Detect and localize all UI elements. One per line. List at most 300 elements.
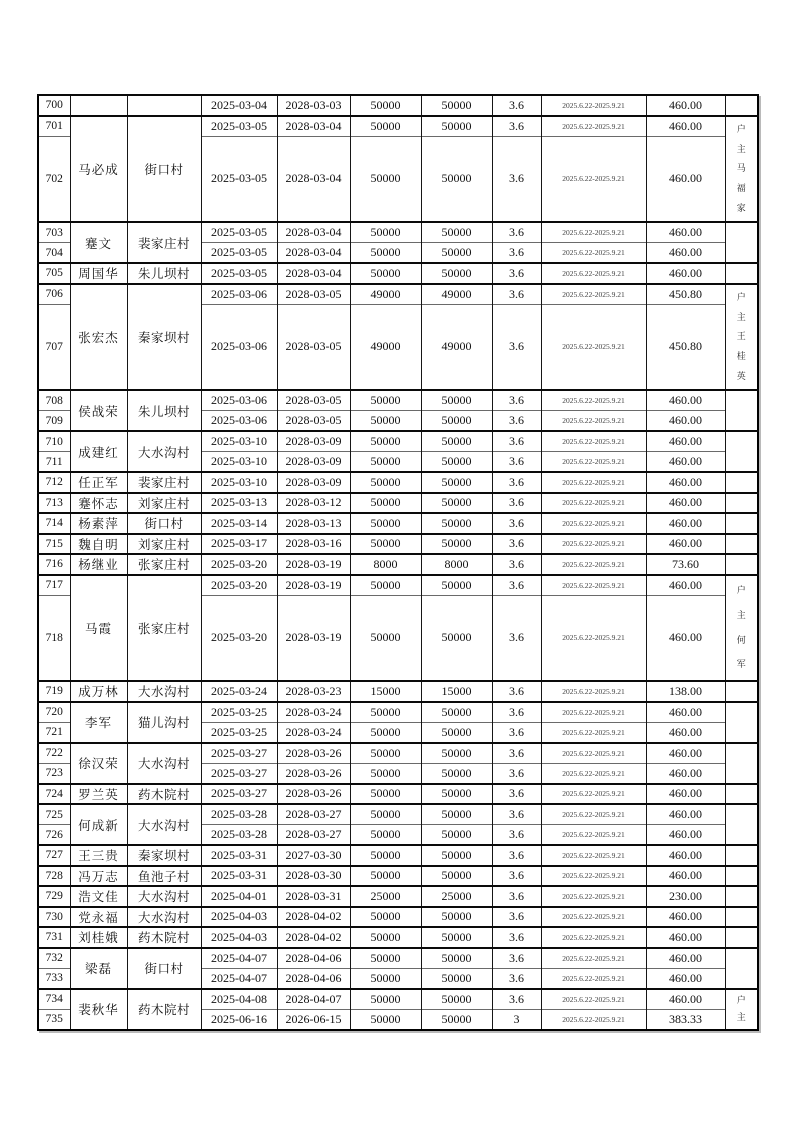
note-stack [726,993,758,1026]
interest-amount-cell: 460.00 [646,222,725,243]
end-date-cell: 2028-03-04 [277,263,350,284]
household-note-cell [725,95,758,116]
interest-period-cell: 2025.6.22-2025.9.21 [541,866,646,887]
table-row [38,513,758,534]
household-note-cell [725,493,758,514]
borrower-name-cell: 周国华 [70,263,127,284]
loan-amount-cell: 50000 [350,95,421,116]
note-stack [726,788,758,801]
interest-amount-cell: 460.00 [646,116,725,137]
start-date-cell: 2025-03-31 [201,845,277,866]
start-date-cell: 2025-03-05 [201,263,277,284]
note-char: 户 [736,995,746,1006]
principal-amount-cell: 50000 [421,866,492,887]
interest-amount-cell: 460.00 [646,534,725,555]
village-cell: 药木院村 [127,784,201,805]
row-number-cell: 708 [38,390,70,411]
loan-amount-cell: 50000 [350,1009,421,1030]
interest-amount-cell: 460.00 [646,575,725,596]
note-stack [726,579,758,678]
interest-rate-cell: 3.6 [492,702,541,723]
interest-period-cell: 2025.6.22-2025.9.21 [541,304,646,390]
interest-amount-cell: 230.00 [646,886,725,907]
borrower-name-cell: 马必成 [70,116,127,223]
village-cell: 大水沟村 [127,886,201,907]
household-note-cell [725,743,758,784]
interest-rate-cell: 3.6 [492,472,541,493]
end-date-cell: 2028-03-27 [277,804,350,825]
household-note-cell [725,948,758,989]
interest-amount-cell: 383.33 [646,1009,725,1030]
interest-amount-cell: 460.00 [646,452,725,473]
interest-amount-cell: 460.00 [646,866,725,887]
household-note-cell [725,534,758,555]
household-note-cell [725,702,758,743]
note-stack [726,931,758,944]
interest-period-cell: 2025.6.22-2025.9.21 [541,804,646,825]
row-number-cell: 709 [38,411,70,432]
interest-period-cell: 2025.6.22-2025.9.21 [541,390,646,411]
start-date-cell: 2025-03-06 [201,411,277,432]
principal-amount-cell: 50000 [421,263,492,284]
household-note-cell [725,513,758,534]
note-char: 户 [736,585,746,596]
start-date-cell: 2025-03-24 [201,681,277,702]
interest-period-cell: 2025.6.22-2025.9.21 [541,472,646,493]
interest-period-cell: 2025.6.22-2025.9.21 [541,825,646,846]
interest-period-cell: 2025.6.22-2025.9.21 [541,845,646,866]
interest-amount-cell: 460.00 [646,927,725,948]
interest-amount-cell: 460.00 [646,702,725,723]
interest-rate-cell: 3.6 [492,968,541,989]
interest-amount-cell: 460.00 [646,390,725,411]
household-note-cell [725,554,758,575]
interest-rate-cell: 3.6 [492,804,541,825]
table-row [38,554,758,575]
table-row [38,284,758,305]
borrower-name-cell: 冯万志 [70,866,127,887]
end-date-cell: 2028-03-19 [277,595,350,681]
row-number-cell: 719 [38,681,70,702]
borrower-name-cell: 魏自明 [70,534,127,555]
interest-rate-cell: 3.6 [492,284,541,305]
village-cell: 秦家坝村 [127,284,201,391]
interest-amount-cell: 460.00 [646,804,725,825]
end-date-cell: 2028-03-16 [277,534,350,555]
row-number-cell: 723 [38,763,70,784]
principal-amount-cell: 25000 [421,886,492,907]
end-date-cell: 2028-03-09 [277,452,350,473]
start-date-cell: 2025-03-05 [201,116,277,137]
note-stack [726,808,758,841]
interest-amount-cell: 460.00 [646,595,725,681]
interest-period-cell: 2025.6.22-2025.9.21 [541,886,646,907]
borrower-name-cell: 梁磊 [70,948,127,989]
end-date-cell: 2028-03-04 [277,116,350,137]
loan-amount-cell: 49000 [350,304,421,390]
row-number-cell: 707 [38,304,70,390]
interest-period-cell: 2025.6.22-2025.9.21 [541,95,646,116]
village-cell: 张家庄村 [127,554,201,575]
note-char: 军 [736,659,746,670]
loan-amount-cell: 50000 [350,534,421,555]
note-stack [726,558,758,571]
table-row [38,222,758,243]
household-note-cell [725,284,758,391]
interest-amount-cell: 460.00 [646,989,725,1010]
table-row [38,493,758,514]
interest-rate-cell: 3.6 [492,452,541,473]
table-row [38,886,758,907]
household-note-cell [725,845,758,866]
row-number-cell: 733 [38,968,70,989]
household-note-cell [725,784,758,805]
note-char: 家 [736,202,746,213]
interest-rate-cell: 3.6 [492,304,541,390]
interest-rate-cell: 3.6 [492,263,541,284]
interest-amount-cell: 460.00 [646,243,725,264]
interest-rate-cell: 3.6 [492,431,541,452]
village-cell: 朱儿坝村 [127,263,201,284]
interest-period-cell: 2025.6.22-2025.9.21 [541,116,646,137]
village-cell: 张家庄村 [127,575,201,682]
row-number-cell: 722 [38,743,70,764]
start-date-cell: 2025-03-06 [201,304,277,390]
village-cell: 裴家庄村 [127,472,201,493]
row-number-cell: 703 [38,222,70,243]
row-number-cell: 728 [38,866,70,887]
interest-period-cell: 2025.6.22-2025.9.21 [541,513,646,534]
borrower-name-cell: 蹇怀志 [70,493,127,514]
interest-period-cell: 2025.6.22-2025.9.21 [541,452,646,473]
principal-amount-cell: 50000 [421,222,492,243]
note-char: 马 [736,163,746,174]
loan-amount-cell: 50000 [350,452,421,473]
interest-rate-cell: 3.6 [492,411,541,432]
principal-amount-cell: 50000 [421,845,492,866]
interest-amount-cell: 138.00 [646,681,725,702]
table-row [38,804,758,825]
household-note-cell [725,866,758,887]
start-date-cell: 2025-04-01 [201,886,277,907]
household-note-cell [725,681,758,702]
end-date-cell: 2028-03-26 [277,784,350,805]
end-date-cell: 2028-03-19 [277,554,350,575]
village-cell: 鱼池子村 [127,866,201,887]
table-row [38,116,758,137]
village-cell: 街口村 [127,116,201,223]
table-row [38,866,758,887]
loan-amount-cell: 50000 [350,722,421,743]
principal-amount-cell: 15000 [421,681,492,702]
interest-amount-cell: 460.00 [646,968,725,989]
end-date-cell: 2028-03-24 [277,702,350,723]
row-number-cell: 710 [38,431,70,452]
note-stack [726,267,758,280]
interest-period-cell: 2025.6.22-2025.9.21 [541,722,646,743]
loan-amount-cell: 50000 [350,989,421,1010]
start-date-cell: 2025-06-16 [201,1009,277,1030]
interest-amount-cell: 460.00 [646,784,725,805]
borrower-name-cell: 蹇文 [70,222,127,263]
borrower-name-cell: 侯战荣 [70,390,127,431]
village-cell: 大水沟村 [127,907,201,928]
table-row [38,263,758,284]
village-cell: 秦家坝村 [127,845,201,866]
interest-period-cell: 2025.6.22-2025.9.21 [541,411,646,432]
interest-period-cell: 2025.6.22-2025.9.21 [541,222,646,243]
interest-period-cell: 2025.6.22-2025.9.21 [541,681,646,702]
row-number-cell: 702 [38,136,70,222]
household-note-cell [725,804,758,845]
end-date-cell: 2028-03-24 [277,722,350,743]
start-date-cell: 2025-03-05 [201,243,277,264]
borrower-name-cell: 刘桂娥 [70,927,127,948]
end-date-cell: 2028-03-27 [277,825,350,846]
end-date-cell: 2028-04-06 [277,948,350,969]
loan-amount-cell: 8000 [350,554,421,575]
principal-amount-cell: 50000 [421,989,492,1010]
end-date-cell: 2028-04-07 [277,989,350,1010]
note-stack [726,685,758,698]
note-char: 王 [736,331,746,342]
start-date-cell: 2025-03-27 [201,743,277,764]
borrower-name-cell: 浩文佳 [70,886,127,907]
interest-period-cell: 2025.6.22-2025.9.21 [541,595,646,681]
note-char: 户 [736,123,746,134]
principal-amount-cell: 50000 [421,472,492,493]
borrower-name-cell: 李军 [70,702,127,743]
loan-amount-cell: 50000 [350,243,421,264]
row-number-cell: 732 [38,948,70,969]
interest-rate-cell: 3.6 [492,534,541,555]
start-date-cell: 2025-03-20 [201,554,277,575]
household-note-cell [725,390,758,431]
end-date-cell: 2028-03-30 [277,866,350,887]
row-number-cell: 715 [38,534,70,555]
interest-rate-cell: 3.6 [492,95,541,116]
start-date-cell: 2025-03-28 [201,825,277,846]
row-number-cell: 700 [38,95,70,116]
interest-amount-cell: 450.80 [646,284,725,305]
principal-amount-cell: 50000 [421,784,492,805]
village-cell [127,95,201,116]
interest-period-cell: 2025.6.22-2025.9.21 [541,284,646,305]
interest-amount-cell: 460.00 [646,431,725,452]
interest-period-cell: 2025.6.22-2025.9.21 [541,784,646,805]
loan-amount-cell: 50000 [350,411,421,432]
borrower-name-cell: 徐汉荣 [70,743,127,784]
start-date-cell: 2025-03-06 [201,390,277,411]
row-number-cell: 724 [38,784,70,805]
loan-amount-cell: 50000 [350,116,421,137]
table-row [38,784,758,805]
end-date-cell: 2028-03-04 [277,136,350,222]
household-note-cell [725,927,758,948]
village-cell: 朱儿坝村 [127,390,201,431]
start-date-cell: 2025-03-04 [201,95,277,116]
table-row [38,743,758,764]
interest-rate-cell: 3.6 [492,513,541,534]
row-number-cell: 701 [38,116,70,137]
row-number-cell: 711 [38,452,70,473]
loan-amount-cell: 50000 [350,845,421,866]
note-stack [726,476,758,489]
loan-amount-cell: 50000 [350,513,421,534]
principal-amount-cell: 50000 [421,1009,492,1030]
row-number-cell: 726 [38,825,70,846]
note-char: 主 [736,1011,746,1022]
principal-amount-cell: 50000 [421,968,492,989]
interest-amount-cell: 460.00 [646,948,725,969]
note-char: 户 [736,291,746,302]
loan-amount-cell: 15000 [350,681,421,702]
start-date-cell: 2025-03-31 [201,866,277,887]
village-cell: 大水沟村 [127,743,201,784]
table-row [38,681,758,702]
row-number-cell: 706 [38,284,70,305]
row-number-cell: 712 [38,472,70,493]
interest-amount-cell: 73.60 [646,554,725,575]
note-char: 桂 [736,350,746,361]
interest-period-cell: 2025.6.22-2025.9.21 [541,534,646,555]
start-date-cell: 2025-04-07 [201,948,277,969]
end-date-cell: 2028-04-02 [277,927,350,948]
end-date-cell: 2028-03-26 [277,763,350,784]
interest-amount-cell: 460.00 [646,845,725,866]
start-date-cell: 2025-03-14 [201,513,277,534]
interest-rate-cell: 3.6 [492,136,541,222]
borrower-name-cell: 罗兰英 [70,784,127,805]
note-char: 主 [736,609,746,620]
principal-amount-cell: 50000 [421,702,492,723]
interest-rate-cell: 3.6 [492,575,541,596]
interest-amount-cell: 460.00 [646,411,725,432]
interest-period-cell: 2025.6.22-2025.9.21 [541,702,646,723]
start-date-cell: 2025-03-13 [201,493,277,514]
interest-rate-cell: 3.6 [492,927,541,948]
borrower-name-cell: 党永福 [70,907,127,928]
loan-amount-cell: 50000 [350,136,421,222]
start-date-cell: 2025-04-03 [201,907,277,928]
row-number-cell: 721 [38,722,70,743]
village-cell: 街口村 [127,513,201,534]
note-stack [726,890,758,903]
interest-amount-cell: 460.00 [646,907,725,928]
interest-period-cell: 2025.6.22-2025.9.21 [541,743,646,764]
village-cell: 猫儿沟村 [127,702,201,743]
principal-amount-cell: 49000 [421,284,492,305]
interest-amount-cell: 460.00 [646,763,725,784]
end-date-cell: 2028-03-23 [277,681,350,702]
note-stack [726,497,758,510]
interest-rate-cell: 3.6 [492,595,541,681]
household-note-cell [725,263,758,284]
row-number-cell: 718 [38,595,70,681]
table-body [38,95,758,1030]
table-row [38,702,758,723]
note-stack [726,435,758,468]
interest-amount-cell: 460.00 [646,743,725,764]
interest-amount-cell: 460.00 [646,95,725,116]
loan-amount-cell: 50000 [350,575,421,596]
note-stack [726,706,758,739]
village-cell: 大水沟村 [127,681,201,702]
row-number-cell: 714 [38,513,70,534]
household-note-cell [725,989,758,1030]
interest-period-cell: 2025.6.22-2025.9.21 [541,763,646,784]
principal-amount-cell: 50000 [421,948,492,969]
table-row [38,845,758,866]
principal-amount-cell: 50000 [421,743,492,764]
note-stack [726,394,758,427]
start-date-cell: 2025-03-10 [201,431,277,452]
end-date-cell: 2028-03-26 [277,743,350,764]
note-stack [726,538,758,551]
borrower-name-cell: 任正军 [70,472,127,493]
interest-rate-cell: 3.6 [492,116,541,137]
row-number-cell: 725 [38,804,70,825]
start-date-cell: 2025-03-20 [201,575,277,596]
end-date-cell: 2028-03-19 [277,575,350,596]
loan-amount-cell: 49000 [350,284,421,305]
loan-amount-cell: 50000 [350,390,421,411]
interest-rate-cell: 3.6 [492,825,541,846]
row-number-cell: 731 [38,927,70,948]
interest-amount-cell: 460.00 [646,472,725,493]
principal-amount-cell: 49000 [421,304,492,390]
village-cell: 裴家庄村 [127,222,201,263]
note-char: 主 [736,311,746,322]
interest-rate-cell: 3.6 [492,493,541,514]
interest-period-cell: 2025.6.22-2025.9.21 [541,554,646,575]
row-number-cell: 713 [38,493,70,514]
borrower-name-cell: 张宏杰 [70,284,127,391]
row-number-cell: 717 [38,575,70,596]
loan-amount-cell: 50000 [350,743,421,764]
end-date-cell: 2028-03-13 [277,513,350,534]
loan-amount-cell: 25000 [350,886,421,907]
interest-rate-cell: 3.6 [492,722,541,743]
principal-amount-cell: 50000 [421,907,492,928]
interest-rate-cell: 3 [492,1009,541,1030]
loan-amount-cell: 50000 [350,222,421,243]
loan-amount-cell: 50000 [350,493,421,514]
village-cell: 刘家庄村 [127,493,201,514]
note-char: 何 [736,634,746,645]
interest-amount-cell: 460.00 [646,513,725,534]
borrower-name-cell: 马霞 [70,575,127,682]
table-row [38,927,758,948]
interest-rate-cell: 3.6 [492,222,541,243]
principal-amount-cell: 50000 [421,575,492,596]
note-stack [726,226,758,259]
principal-amount-cell: 50000 [421,722,492,743]
interest-amount-cell: 460.00 [646,263,725,284]
start-date-cell: 2025-04-07 [201,968,277,989]
note-stack [726,517,758,530]
interest-rate-cell: 3.6 [492,948,541,969]
interest-period-cell: 2025.6.22-2025.9.21 [541,263,646,284]
end-date-cell: 2028-03-09 [277,472,350,493]
principal-amount-cell: 50000 [421,804,492,825]
note-stack [726,870,758,883]
interest-amount-cell: 460.00 [646,136,725,222]
row-number-cell: 716 [38,554,70,575]
row-number-cell: 705 [38,263,70,284]
loan-amount-cell: 50000 [350,866,421,887]
loan-amount-cell: 50000 [350,784,421,805]
